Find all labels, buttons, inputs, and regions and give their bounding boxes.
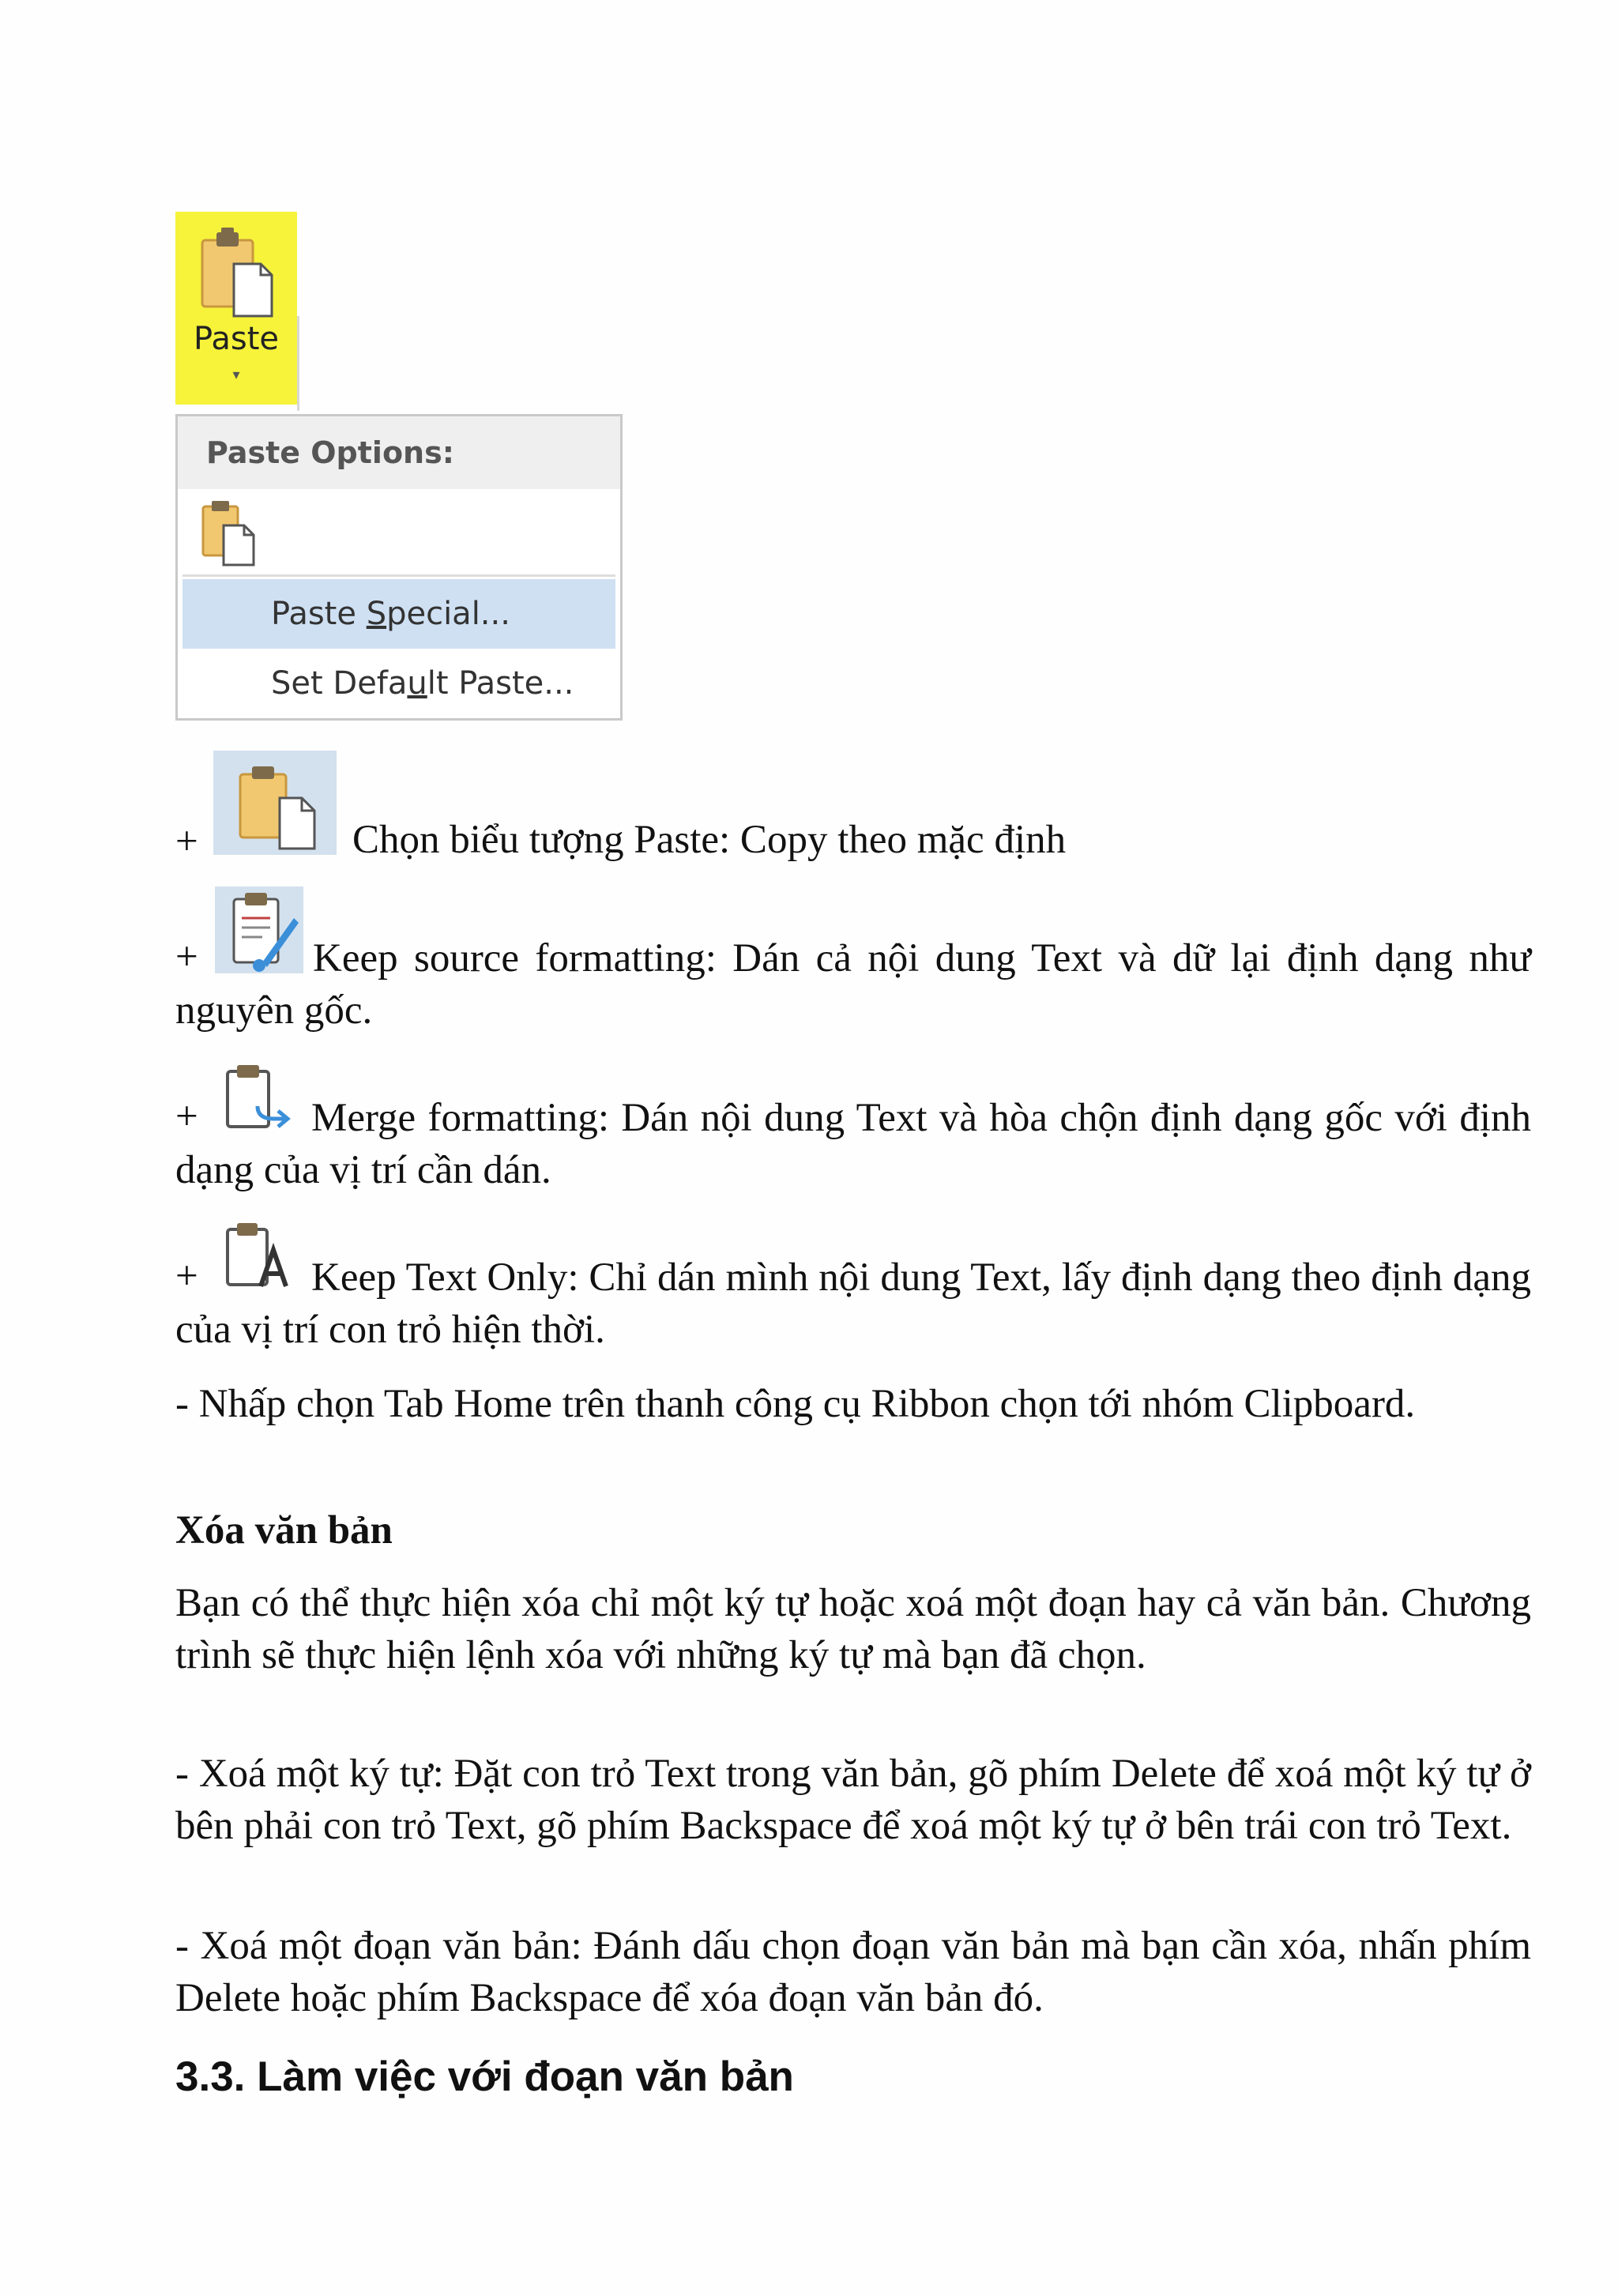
section-heading-delete: Xóa văn bản xyxy=(175,1508,393,1553)
plus-marker: + xyxy=(175,935,198,979)
bullet-text-content: Keep source formatting: Dán cả nội dung Text và dữ lại định dạng như nguyên gốc. xyxy=(175,936,1531,1033)
paste-special-item[interactable] xyxy=(182,579,615,649)
bullet-text xyxy=(175,1092,1531,1196)
clipboard-paste-icon xyxy=(199,228,275,319)
set-default-text: Set Defa xyxy=(271,665,408,702)
paste-default-icon xyxy=(213,751,337,855)
button-edge xyxy=(297,316,299,411)
bullet-text-content: Keep Text Only: Chỉ dán mình nội dung Text, lấy định dạng theo định dạng của vị trí con trỏ hiện thời. xyxy=(175,1255,1531,1352)
set-default-mnemonic: u xyxy=(407,665,427,702)
paste-button[interactable] xyxy=(175,212,297,405)
bullet-text-content: Merge formatting: Dán nội dung Text và hòa chộn định dạng gốc với định dạng của vị trí cần dán. xyxy=(175,1096,1531,1192)
menu-separator xyxy=(182,574,615,577)
paste-options-header: Paste Options: xyxy=(178,416,620,489)
paste-special-mnemonic: S xyxy=(366,596,387,632)
delete-para-paragraph: - Xoá một đoạn văn bản: Đánh dấu chọn đoạn văn bản mà bạn cần xóa, nhấn phím Delete hoặc phím Backspace để xóa đoạn văn bản đó. xyxy=(175,1924,1531,2020)
delete-char-paragraph: - Xoá một ký tự: Đặt con trỏ Text trong văn bản, gõ phím Delete để xoá một ký tự ở bên phải con trỏ Text, gõ phím Backspace để xoá một ký tự ở bên trái con trỏ Text. xyxy=(175,1752,1531,1848)
plus-marker: + xyxy=(175,819,198,864)
paste-options-menu xyxy=(175,414,623,721)
set-default-text-end: lt Paste... xyxy=(427,665,574,702)
paste-special-text-end: pecial... xyxy=(386,596,510,632)
delete-intro: Bạn có thể thực hiện xóa chỉ một ký tự hoặc xoá một đoạn hay cả văn bản. Chương trình sẽ thực hiện lệnh xóa với những ký tự mà bạn đã chọn. xyxy=(175,1581,1531,1677)
section-heading-paragraph: 3.3. Làm việc với đoạn văn bản xyxy=(175,2053,794,2100)
paste-button-label: Paste xyxy=(194,321,279,357)
bullet-text xyxy=(175,1252,1531,1356)
plus-marker: + xyxy=(175,1254,198,1298)
chevron-down-icon[interactable]: ▾ xyxy=(232,367,240,383)
bullet-text: Chọn biểu tượng Paste: Copy theo mặc định xyxy=(352,818,1067,862)
paste-special-text: Paste xyxy=(271,596,367,632)
plus-marker: + xyxy=(175,1094,198,1139)
ribbon-note: - Nhấp chọn Tab Home trên thanh công cụ Ribbon chọn tới nhóm Clipboard. xyxy=(175,1382,1416,1426)
paste-keep-default-icon[interactable] xyxy=(200,497,263,566)
set-default-paste-item[interactable] xyxy=(182,649,615,718)
bullet-text xyxy=(175,932,1531,1037)
